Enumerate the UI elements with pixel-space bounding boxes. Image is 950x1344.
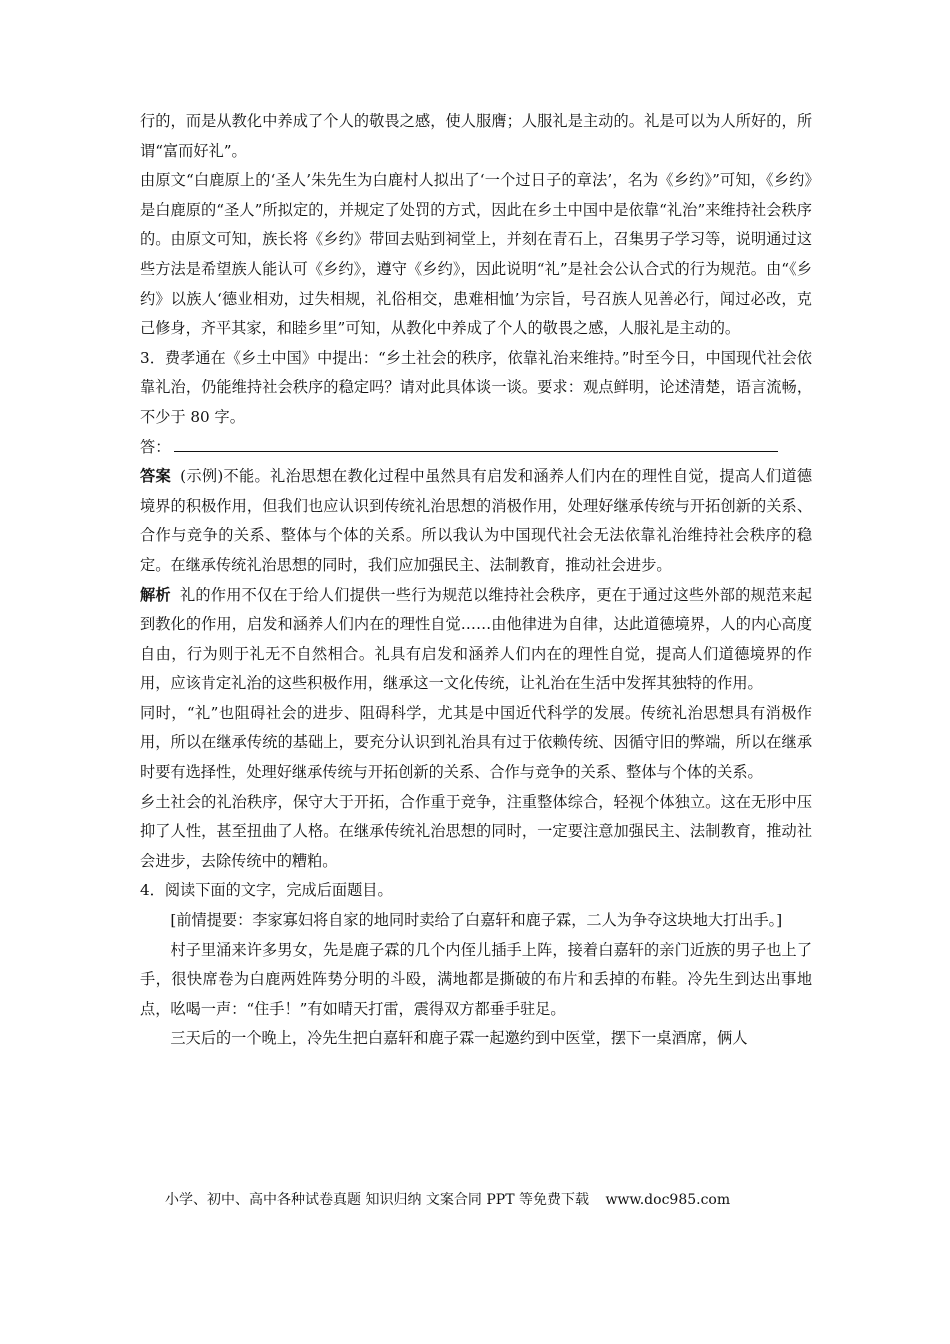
document-body — [140, 107, 812, 1054]
analysis-paragraph-2: 同时，“礼”也阻碍社会的进步、阻碍科学，尤其是中国近代科学的发展。传统礼治思想具有消极作用，所以在继承传统的基础上，要充分认识到礼治具有过于依赖传统、因循守旧的弊端，所以在继承时要有选择性，处理好继承传统与开拓创新的关系、合作与竞争的关系、整体与个体的关系。 — [140, 703, 812, 782]
answer-underline — [174, 435, 778, 452]
story-preface: [前情提要：李家寡妇将自家的地同时卖给了白嘉轩和鹿子霖，二人为争夺这块地大打出手。] — [170, 911, 783, 930]
answer-paragraph — [140, 462, 812, 580]
analysis-paragraph — [140, 581, 812, 699]
footer-text: 小学、初中、高中各种试卷真题 知识归纳 文案合同 PPT 等免费下载 — [165, 1192, 589, 1208]
page-footer — [165, 1188, 865, 1212]
story-paragraph-2: 三天后的一个晚上，冷先生把白嘉轩和鹿子霖一起邀约到中医堂，摆下一桌酒席，俩人 — [170, 1029, 748, 1048]
question-3: 3．费孝通在《乡土中国》中提出：“乡土社会的秩序，依靠礼治来维持。”时至今日，中国现代社会依靠礼治，仍能维持社会秩序的稳定吗？请对此具体谈一谈。要求：观点鲜明，论述清楚，语言流畅，不少于 80 字。 — [140, 348, 812, 426]
analysis-label: 解析 — [140, 585, 171, 604]
answer-blank-line — [140, 433, 812, 463]
footer-url[interactable]: www.doc985.com — [605, 1192, 731, 1208]
answer-text: (示例)不能。礼治思想在教化过程中虽然具有启发和涵养人们内在的理性自觉，提高人们道德境界的积极作用，但我们也应认识到传统礼治思想的消极作用，处理好继承传统与开拓创新的关系、合作与竞争的关系、整体与个体的关系。所以我认为中国现代社会无法依靠礼治维持社会秩序的稳定。在继承传统礼治思想的同时，我们应加强民主、法制教育，推动社会进步。 — [140, 467, 813, 574]
answer-label: 答案 — [140, 467, 171, 486]
answer-prefix: 答： — [140, 437, 171, 456]
continued-paragraph: 行的，而是从教化中养成了个人的敬畏之感，使人服膺；人服礼是主动的。礼是可以为人所好的，所谓“富而好礼”。 — [140, 112, 812, 160]
analysis-paragraph-3: 乡土社会的礼治秩序，保守大于开拓，合作重于竞争，注重整体综合，轻视个体独立。这在无形中压抑了人性，甚至扭曲了人格。在继承传统礼治思想的同时，一定要注意加强民主、法制教育，推动社会进步，去除传统中的糟粕。 — [140, 792, 812, 870]
analysis-text: 礼的作用不仅在于给人们提供一些行为规范以维持社会秩序，更在于通过这些外部的规范来起到教化的作用，启发和涵养人们内在的理性自觉……由他律进为自律，达此道德境界，人的内心高度自由，行为则于礼无不自然相合。礼具有启发和涵养人们内在的理性自觉，提高人们道德境界的作用，应该肯定礼治的这些积极作用，继承这一文化传统，让礼治在生活中发挥其独特的作用。 — [140, 585, 813, 693]
question-4: 4．阅读下面的文字，完成后面题目。 — [140, 881, 393, 900]
explanation-paragraph: 由原文“白鹿原上的‘圣人’朱先生为白鹿村人拟出了‘一个过日子的章法’，名为《乡约》”可知，《乡约》是白鹿原的“圣人”所拟定的，并规定了处罚的方式，因此在乡土中国中是依靠“礼治”来维持社会秩序的。由原文可知，族长将《乡约》带回去贴到祠堂上，并刻在青石上，召集男子学习等，说明通过这些方法是希望族人能认可《乡约》，遵守《乡约》，因此说明“礼”是社会公认合式的行为规范。由“《乡约》以族人‘德业相劝，过失相规，礼俗相交，患难相恤’为宗旨，号召族人见善必行，闻过必改，克己修身，齐平其家，和睦乡里”可知，从教化中养成了个人的敬畏之感，人服礼是主动的。 — [140, 171, 812, 338]
story-paragraph-1: 村子里涌来许多男女，先是鹿子霖的几个内侄儿插手上阵，接着白嘉轩的亲门近族的男子也上了手，很快席卷为白鹿两姓阵势分明的斗殴，满地都是撕破的布片和丢掉的布鞋。冷先生到达出事地点，吆喝一声：“住手！”有如晴天打雷，震得双方都垂手驻足。 — [140, 940, 812, 1018]
